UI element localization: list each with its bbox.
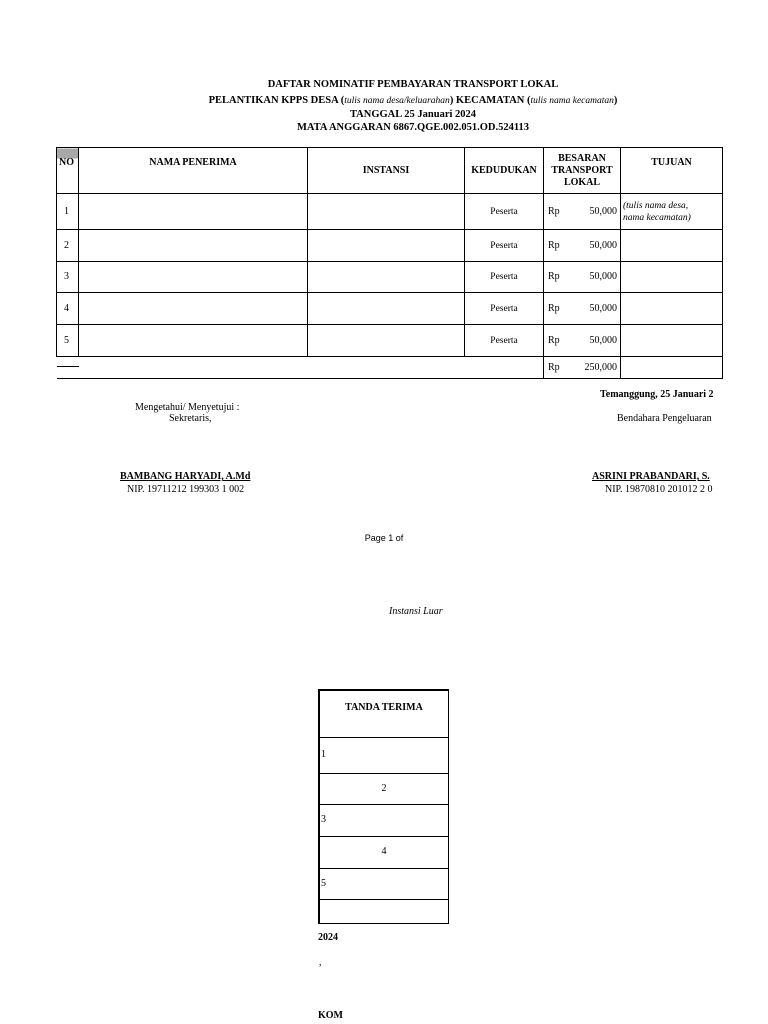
tujuan-cell <box>621 230 723 262</box>
receipt-row <box>319 737 449 773</box>
receipt-row <box>319 899 449 923</box>
column-header-line: BESARAN <box>558 152 606 164</box>
amount-value: 50,000 <box>589 271 617 282</box>
amount-wrapper <box>544 240 620 252</box>
tujuan-note: nama kecamatan) <box>623 212 691 223</box>
page-number-label: Page 1 of <box>364 533 404 543</box>
table-row <box>57 325 723 357</box>
table-row <box>57 194 723 230</box>
column-header-besaran <box>544 148 621 194</box>
treasurer-nip: NIP. 19870810 201012 2 0 <box>605 484 713 495</box>
kedudukan-cell: Peserta <box>465 230 544 262</box>
column-header-tujuan: TUJUAN <box>621 148 723 194</box>
receipt-row <box>319 836 449 868</box>
instansi-cell <box>308 230 465 262</box>
tujuan-cell <box>621 325 723 357</box>
row-number: 2 <box>57 230 79 262</box>
currency-label: Rp <box>548 271 560 282</box>
currency-label: Rp <box>548 334 560 346</box>
amount-wrapper <box>544 271 620 283</box>
total-label-cell <box>57 357 544 379</box>
approver-role: Sekretaris, <box>169 413 212 424</box>
tujuan-note: (tulis nama desa, <box>623 200 689 211</box>
footer-comma: , <box>319 957 322 968</box>
column-header-line: TRANSPORT <box>551 164 613 176</box>
kedudukan-cell: Peserta <box>465 194 544 230</box>
amount-value: 50,000 <box>589 334 617 346</box>
receipt-table <box>318 689 449 924</box>
total-tujuan-cell <box>621 357 723 379</box>
receipt-row <box>319 868 449 899</box>
column-header-nama: NAMA PENERIMA <box>79 148 308 194</box>
nama-penerima-cell <box>79 325 308 357</box>
row-number: 5 <box>57 325 79 357</box>
receipt-header-row <box>319 690 449 737</box>
amount-wrapper <box>544 303 620 315</box>
receipt-signature-cell: 3 <box>319 804 449 836</box>
receipt-signature-cell: 4 <box>319 836 449 868</box>
approver-name: BAMBANG HARYADI, A.Md <box>120 471 251 482</box>
besaran-cell <box>544 325 621 357</box>
tujuan-cell <box>621 293 723 325</box>
column-header-instansi: INSTANSI <box>308 148 465 194</box>
currency-label: Rp <box>548 302 560 314</box>
besaran-cell <box>544 194 621 230</box>
kedudukan-cell: Peserta <box>465 325 544 357</box>
tujuan-cell <box>621 262 723 293</box>
total-row <box>57 357 723 379</box>
nama-penerima-cell <box>79 262 308 293</box>
besaran-cell <box>544 262 621 293</box>
footer-kom: KOM <box>318 1010 343 1021</box>
amount-wrapper <box>544 206 620 218</box>
currency-label: Rp <box>548 205 560 217</box>
subtitle-part: ) KECAMATAN ( <box>449 95 531 106</box>
receipt-row <box>319 773 449 804</box>
table-row <box>57 230 723 262</box>
column-header-no: NO <box>57 148 79 194</box>
page-content <box>0 0 723 520</box>
row-number: 1 <box>57 194 79 230</box>
total-amount-value: 250,000 <box>584 361 617 373</box>
instansi-luar-label: Instansi Luar <box>389 606 443 617</box>
table-header-row <box>57 148 723 194</box>
document-date: TANGGAL 25 Januari 2024 <box>349 109 477 120</box>
nama-penerima-cell <box>79 230 308 262</box>
nama-penerima-cell <box>79 293 308 325</box>
currency-label: Rp <box>548 239 560 251</box>
receipt-signature-cell <box>319 899 449 923</box>
document-title: DAFTAR NOMINATIF PEMBAYARAN TRANSPORT LOKAL <box>267 79 559 90</box>
besaran-cell <box>544 230 621 262</box>
instansi-cell <box>308 194 465 230</box>
place-date: Temanggung, 25 Januari 2 <box>600 389 714 400</box>
subtitle-placeholder-kecamatan: tulis nama kecamatan <box>530 96 614 106</box>
kedudukan-cell: Peserta <box>465 262 544 293</box>
approval-label: Mengetahui/ Menyetujui : <box>135 402 240 413</box>
treasurer-name: ASRINI PRABANDARI, S. <box>592 471 710 482</box>
nama-penerima-cell <box>79 194 308 230</box>
receipt-signature-cell: 5 <box>319 868 449 899</box>
amount-value: 50,000 <box>589 205 617 217</box>
budget-code: MATA ANGGARAN 6867.QGE.002.051.OD.524113 <box>296 122 530 133</box>
amount-value: 50,000 <box>589 302 617 314</box>
receipt-title: TANDA TERIMA <box>319 690 449 737</box>
receipt-signature-cell: 2 <box>319 773 449 804</box>
divider <box>57 366 79 367</box>
row-number: 3 <box>57 262 79 293</box>
footer-year: 2024 <box>318 932 338 943</box>
amount-wrapper <box>544 362 620 374</box>
table-row <box>57 293 723 325</box>
tujuan-cell <box>621 194 723 230</box>
instansi-cell <box>308 262 465 293</box>
receipt-row <box>319 804 449 836</box>
column-header-line: LOKAL <box>563 176 601 188</box>
subtitle-placeholder-desa: tulis nama desa/keluarahan <box>344 96 450 106</box>
column-header-kedudukan: KEDUDUKAN <box>465 148 544 194</box>
instansi-cell <box>308 325 465 357</box>
currency-label: Rp <box>548 361 560 373</box>
kedudukan-cell: Peserta <box>465 293 544 325</box>
payment-table <box>56 147 723 379</box>
amount-value: 50,000 <box>589 239 617 251</box>
amount-wrapper <box>544 335 620 347</box>
approver-nip: NIP. 19711212 199303 1 002 <box>127 484 245 495</box>
instansi-cell <box>308 293 465 325</box>
subtitle-part: PELANTIKAN KPPS DESA ( <box>208 95 345 106</box>
total-amount-cell <box>544 357 621 379</box>
receipt-signature-cell: 1 <box>319 737 449 773</box>
table-row <box>57 262 723 293</box>
subtitle-part: ) <box>613 95 618 106</box>
besaran-cell <box>544 293 621 325</box>
row-number: 4 <box>57 293 79 325</box>
treasurer-role: Bendahara Pengeluaran <box>617 413 712 424</box>
